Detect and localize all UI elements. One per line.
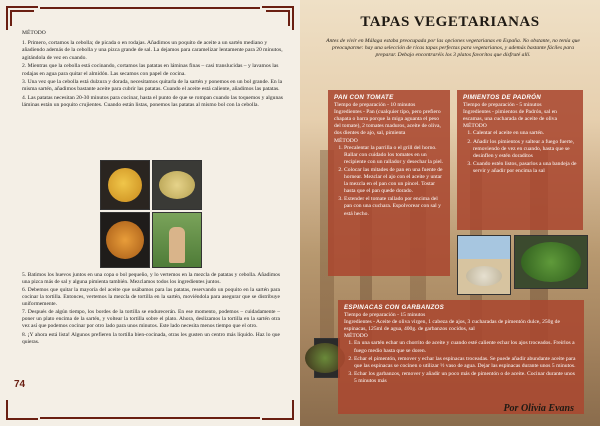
method-steps-bottom (22, 272, 280, 347)
method-label: MÉTODO (344, 333, 368, 340)
right-page (300, 0, 600, 426)
step: 2. Echar el pimentón, remover y echar las espinacas troceadas. Se puede añadir abundante aceite para que las espinacas se cocinen o utilizar ½ vaso de agua. Dejar las espinacas durante unos 5 minutos. (354, 356, 578, 370)
method-list (334, 145, 444, 218)
recipe-card-espinacas (338, 300, 584, 414)
method-label: MÉTODO (334, 137, 358, 144)
recipe-heading: PAN CON TOMATE (334, 94, 394, 101)
prep-time: Tiempo de preparación - 5 minutos (463, 102, 542, 109)
step: 1. En una sartén echar un chorrito de aceite y cuando esté caliente echar los ajos troceados. Freírlos a fuego medio hasta que se doren. (354, 340, 578, 354)
prep-time: Tiempo de preparación - 10 minutos (334, 102, 416, 109)
recipe-heading: PIMIENTOS DE PADRÓN (463, 94, 542, 101)
method-list (344, 340, 578, 385)
ingredients: Ingredientes - Aceite de oliva virgen, 1 cabeza de ajos, 3 cucharadas de pimentón dulce, 250g de espinacas, 125ml de agua, 400g. de garbanzos cocidos, sal (344, 319, 560, 333)
recipe-card-pimientos (457, 90, 583, 230)
step: 5. Batimos los huevos juntos en una copa o bol pequeño, y lo vertemos en la mezcla de patatas y cebolla. Añadimos una pizca más de sal y alguna pimienta también. Mezclamos todos los ingredientes juntos. (22, 272, 280, 285)
method-list (463, 130, 577, 175)
author-byline: Por Olivia Evans (503, 403, 574, 414)
recipe-photo-collage (100, 160, 200, 266)
corner-ornament (262, 400, 294, 420)
step: 3. Echar los garbanzos, remover y añadir un poco más de pimentón o de aceite. Cocinar durante unos 5 minutos más (354, 371, 578, 385)
pimientos-photo (514, 235, 588, 289)
method-label: MÉTODO (463, 123, 487, 130)
pan-photo (100, 212, 150, 268)
author-photo (152, 212, 202, 268)
mixture-photo (152, 160, 202, 210)
step: 1. Primero, cortamos la cebolla; de picada o en rodajas. Añadimos un poquito de aceite a un sartén mediano y añadiendo además de la cebolla y una pizca grande de sal. La dejamos para caramelizar lentamente para 20 minutos, agitándola de vez en cuando. (22, 40, 283, 61)
step: 8. ¡Y ahora está lista! Algunos prefieren la tortilla bien-cocinada, otras les gusten un centro más líquido. Haz lo que quieras. (22, 331, 280, 345)
tortilla-photo (100, 160, 150, 210)
border-rule (40, 7, 260, 9)
recipe-card-pan-con-tomate (328, 90, 450, 276)
corner-ornament (266, 10, 290, 26)
border-rule (40, 417, 260, 419)
espinacas-photo (314, 338, 340, 378)
step: 3. Una vez que la cebolla está dulzura y dorada, necesitamos quitarla de la sartén y ponemos en un bol grande. En la misma sartén, añadimos bastante aceite para cubrir las patatas. Cuando el aceite está caliente, añadimos las patatas. (22, 79, 283, 93)
step: 3. Cuando estén listos, pasarlos a una bandeja de servir y añadir por encima la sal (473, 161, 577, 175)
step: 1. Calentar el aceite en una sartén. (473, 130, 577, 137)
step: 2. Mientras que la cebolla está cocinando, cortamos las patatas en láminas finas – casi translucidas – y lavamos las rodajas en agua para quitar el almidón. Las secamos con papel de cocina. (22, 63, 279, 77)
step: 6. Debemos que quitar la mayoría del aceite que usábamos para las patatas, reservando un poquito en la sartén para cocinar la tortilla. Entonces, vertemos la mezcla de tortilla en la sartén, moviéndola para asegurar que se distribuye uniformemente. (22, 287, 280, 308)
step: 1. Precalentar la parrilla o el grill del horno. Rallar con cuidado los tomates en un recipiente con un rallador y desechar la piel. (344, 145, 444, 166)
page-number: 74 (14, 379, 26, 390)
corner-ornament (10, 10, 34, 26)
corner-ornament (6, 400, 38, 420)
prep-time: Tiempo de preparación - 15 minutos (344, 312, 426, 319)
step: 2. Colocar las mitades de pan en una fuente de hornear. Mezclar el ajo con el aceite y untar la mezcla en el pan con un pincel. Tostar hasta que el pan quede dorado. (344, 167, 444, 195)
page-title: TAPAS VEGETARIANAS (360, 14, 540, 30)
step: 2. Añadir los pimientos y saltear a fuego fuerte, removiendo de vez en cuando, hasta que se desinflen y estén doraditos (473, 139, 577, 160)
step: 4. Las patatas necesitan 20-30 minutos para cocinar, hasta el punto de que se rompan cuando las toquemos y algunas láminas están un poquito crujientes. Cuando están listas, ponemos las patatas al mismo bol con la cebolla. (22, 95, 283, 109)
step: 7. Después de algún tiempo, los bordes de la tortilla se endurecerán. En ese momento, podemos – cuidadamente – poner un plato encima de la sartén, y voltear la tortilla sobre el plato. Ahora, deslizamos la tortilla en la sartén otra vez así que podemos cocinar por otro lado para unos minutos. Este lado necesita menos tiempo que el otro. (22, 309, 280, 330)
method-steps-top (22, 30, 284, 110)
intro-paragraph: Antes de vivir en Málaga estaba preocupada por las opciones vegetarianas en España. No obstante, no tenía que preocuparme: hay una selección de ricas tapas perfectas para vegetarianos, y además bastante fáciles para preparar. Debajo encontraréis los 3 platos favoritos que disfruté allí. (326, 38, 580, 58)
step: 3. Extender el tomate rallado por encima del pan con una cuchara. Espolvorear con sal y está hecho. (344, 196, 444, 217)
tapas-table-photo (457, 235, 511, 295)
ingredients: Ingredientes - pimientos de Padrón, sal en escamas, una cucharada de aceite de oliva (463, 109, 557, 123)
method-label: MÉTODO (22, 30, 46, 36)
ingredients: Ingredientes - Pan (cualquier tipo, pero prefiero chapata o barra porque la miga aguanta el peso del tomate), 2 tomates maduros, aceite de oliva, dos dientes de ajo, sal, pimienta (334, 109, 441, 137)
recipe-heading: ESPINACAS CON GARBANZOS (344, 304, 445, 311)
